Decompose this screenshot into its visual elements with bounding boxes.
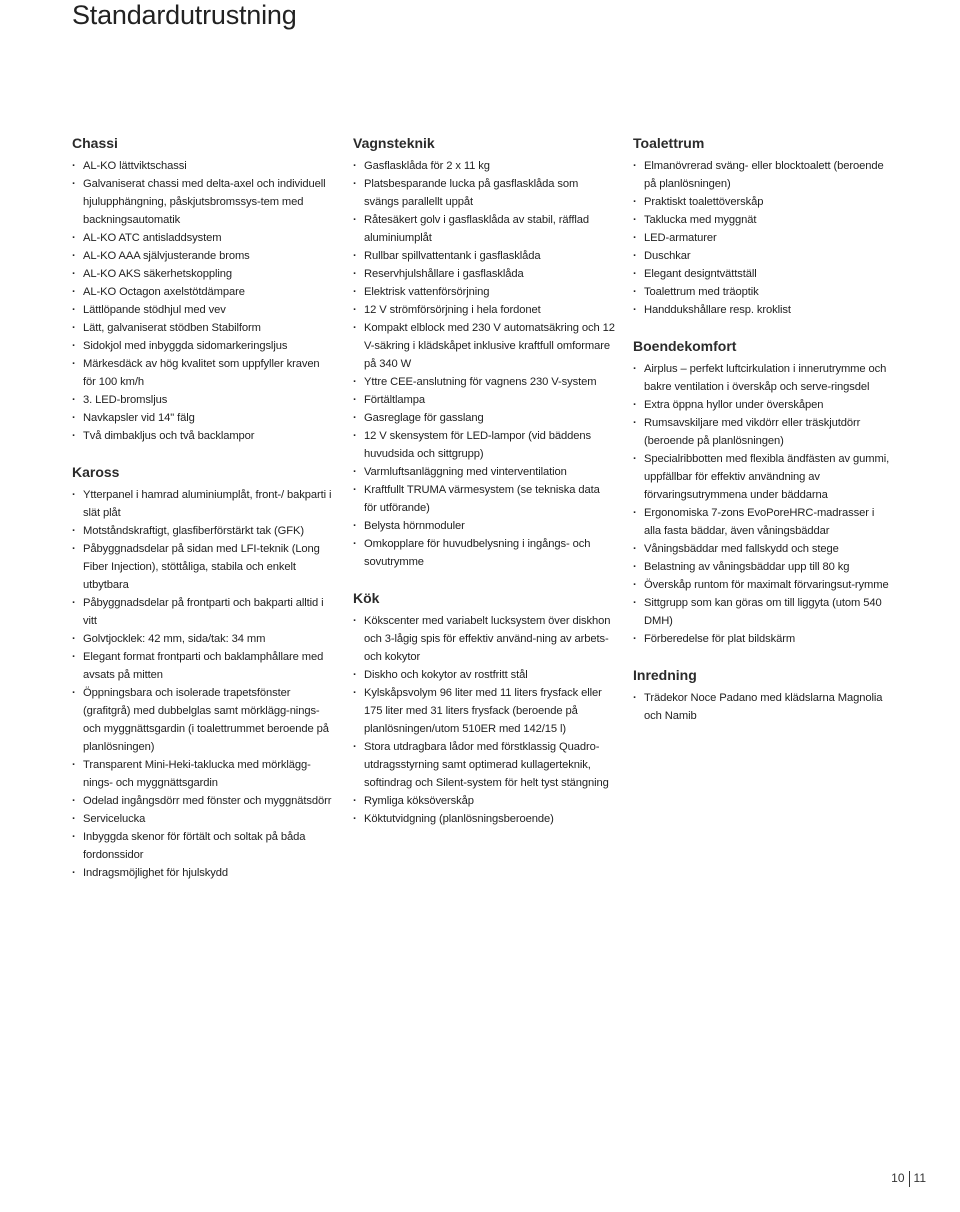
list-item: · Överskåp runtom för maximalt förvaringsut-rymme bbox=[633, 576, 891, 594]
bullet-list bbox=[633, 689, 891, 725]
list-item: · Kökscenter med variabelt lucksystem över diskhon och 3-lågig spis för effektiv använd-ning av arbets- och kokytor bbox=[353, 612, 615, 666]
list-item: · Praktiskt toalettöverskåp bbox=[633, 193, 891, 211]
section-kaross bbox=[72, 462, 334, 882]
list-item: · Sittgrupp som kan göras om till liggyta (utom 540 DMH) bbox=[633, 594, 891, 630]
list-item: · Råtesäkert golv i gasflasklåda av stabil, räfflad aluminiumplåt bbox=[353, 211, 615, 247]
list-item: · 3. LED-bromsljus bbox=[72, 391, 334, 409]
list-item: · Platsbesparande lucka på gasflasklåda som svängs parallellt uppåt bbox=[353, 175, 615, 211]
page-number bbox=[891, 1171, 926, 1187]
list-item: · Yttre CEE-anslutning för vagnens 230 V-system bbox=[353, 373, 615, 391]
list-item: · Öppningsbara och isolerade trapetsfönster (grafitgrå) med dubbelglas samt mörklägg-nings- och myggnättsgardin (i toalettrummet beroende på planlösningen) bbox=[72, 684, 334, 756]
list-item: · Ytterpanel i hamrad aluminiumplåt, front-/ bakparti i slät plåt bbox=[72, 486, 334, 522]
list-item: · Påbyggnadsdelar på sidan med LFI-teknik (Long Fiber Injection), stöttåliga, stabila och enkelt utbytbara bbox=[72, 540, 334, 594]
list-item: · Omkopplare för huvudbelysning i ingångs- och sovutrymme bbox=[353, 535, 615, 571]
bullet-list bbox=[633, 157, 891, 319]
list-item: · Köktutvidgning (planlösningsberoende) bbox=[353, 810, 615, 828]
list-item: · AL-KO Octagon axelstötdämpare bbox=[72, 283, 334, 301]
list-item: · Gasflasklåda för 2 x 11 kg bbox=[353, 157, 615, 175]
list-item: · Duschkar bbox=[633, 247, 891, 265]
list-item: · Reservhjulshållare i gasflasklåda bbox=[353, 265, 615, 283]
list-item: · Diskho och kokytor av rostfritt stål bbox=[353, 666, 615, 684]
list-item: · Rymliga köksöverskåp bbox=[353, 792, 615, 810]
bullet-list bbox=[72, 486, 334, 882]
section-chassi bbox=[72, 133, 334, 445]
list-item: · Elegant format frontparti och baklamphållare med avsats på mitten bbox=[72, 648, 334, 684]
list-item: · Lättlöpande stödhjul med vev bbox=[72, 301, 334, 319]
page-title: Standardutrustning bbox=[72, 0, 297, 30]
bullet-list bbox=[353, 157, 615, 571]
list-item: · Belastning av våningsbäddar upp till 80 kg bbox=[633, 558, 891, 576]
list-item: · Extra öppna hyllor under överskåpen bbox=[633, 396, 891, 414]
section-heading: Vagnsteknik bbox=[353, 135, 435, 151]
list-item: · Sidokjol med inbyggda sidomarkeringsljus bbox=[72, 337, 334, 355]
section-heading: Kaross bbox=[72, 464, 120, 480]
column-middle bbox=[353, 133, 615, 828]
list-item: · Galvaniserat chassi med delta-axel och individuell hjulupphängning, påskjutsbromssys-tem med backningsautomatik bbox=[72, 175, 334, 229]
list-item: · Belysta hörnmoduler bbox=[353, 517, 615, 535]
list-item: · Handdukshållare resp. kroklist bbox=[633, 301, 891, 319]
section-heading: Chassi bbox=[72, 135, 118, 151]
section-heading: Inredning bbox=[633, 667, 697, 683]
list-item: · Två dimbakljus och två backlampor bbox=[72, 427, 334, 445]
list-item: · Toalettrum med träoptik bbox=[633, 283, 891, 301]
bullet-list bbox=[353, 612, 615, 828]
column-left bbox=[72, 133, 334, 882]
list-item: · Varmluftsanläggning med vinterventilation bbox=[353, 463, 615, 481]
list-item: · Gasreglage för gasslang bbox=[353, 409, 615, 427]
list-item: · Specialribbotten med flexibla ändfästen av gummi, uppfällbar för effektiv användning av förvaringsutrymmena under bäddarna bbox=[633, 450, 891, 504]
bullet-list bbox=[633, 360, 891, 648]
section-inredning bbox=[633, 665, 891, 725]
column-right bbox=[633, 133, 891, 725]
list-item: · Servicelucka bbox=[72, 810, 334, 828]
list-item: · Kraftfullt TRUMA värmesystem (se tekniska data för utförande) bbox=[353, 481, 615, 517]
list-item: · AL-KO lättviktschassi bbox=[72, 157, 334, 175]
list-item: · Rullbar spillvattentank i gasflasklåda bbox=[353, 247, 615, 265]
list-item: · AL-KO AKS säkerhetskoppling bbox=[72, 265, 334, 283]
list-item: · Våningsbäddar med fallskydd och stege bbox=[633, 540, 891, 558]
list-item: · Motståndskraftigt, glasfiberförstärkt tak (GFK) bbox=[72, 522, 334, 540]
list-item: · AL-KO ATC antisladdsystem bbox=[72, 229, 334, 247]
list-item: · Elmanövrerad sväng- eller blocktoalett (beroende på planlösningen) bbox=[633, 157, 891, 193]
list-item: · Trädekor Noce Padano med klädslarna Magnolia och Namib bbox=[633, 689, 891, 725]
section-kök bbox=[353, 588, 615, 828]
section-toalettrum bbox=[633, 133, 891, 319]
list-item: · Elegant designtvättställ bbox=[633, 265, 891, 283]
list-item: · Inbyggda skenor för förtält och soltak på båda fordonssidor bbox=[72, 828, 334, 864]
bullet-list bbox=[72, 157, 334, 445]
list-item: · Kompakt elblock med 230 V automatsäkring och 12 V-säkring i klädskåpet inklusive kraftfull omformare på 340 W bbox=[353, 319, 615, 373]
section-boendekomfort bbox=[633, 336, 891, 648]
list-item: · Förtältlampa bbox=[353, 391, 615, 409]
list-item: · Transparent Mini-Heki-taklucka med mörklägg-nings- och myggnättsgardin bbox=[72, 756, 334, 792]
list-item: · Elektrisk vattenförsörjning bbox=[353, 283, 615, 301]
list-item: · Lätt, galvaniserat stödben Stabilform bbox=[72, 319, 334, 337]
list-item: · Påbyggnadsdelar på frontparti och bakparti alltid i vitt bbox=[72, 594, 334, 630]
list-item: · 12 V strömförsörjning i hela fordonet bbox=[353, 301, 615, 319]
list-item: · Rumsavskiljare med vikdörr eller träskjutdörr (beroende på planlösningen) bbox=[633, 414, 891, 450]
list-item: · Indragsmöjlighet för hjulskydd bbox=[72, 864, 334, 882]
list-item: · Odelad ingångsdörr med fönster och myggnätsdörr bbox=[72, 792, 334, 810]
section-heading: Boendekomfort bbox=[633, 338, 737, 354]
section-vagnsteknik bbox=[353, 133, 615, 571]
section-heading: Toalettrum bbox=[633, 135, 705, 151]
page-number-right: 11 bbox=[913, 1171, 926, 1186]
list-item: · Förberedelse för plat bildskärm bbox=[633, 630, 891, 648]
list-item: · 12 V skensystem för LED-lampor (vid bäddens huvudsida och sittgrupp) bbox=[353, 427, 615, 463]
page-number-left: 10 bbox=[891, 1171, 905, 1186]
list-item: · Kylskåpsvolym 96 liter med 11 liters frysfack eller 175 liter med 31 liters frysfack (beroende på planlösningen/utom 510ER med 142/15 l) bbox=[353, 684, 615, 738]
section-heading: Kök bbox=[353, 590, 380, 606]
list-item: · Taklucka med myggnät bbox=[633, 211, 891, 229]
list-item: · Ergonomiska 7-zons EvoPoreHRC-madrasser i alla fasta bäddar, även våningsbäddar bbox=[633, 504, 891, 540]
list-item: · LED-armaturer bbox=[633, 229, 891, 247]
list-item: · AL-KO AAA självjusterande broms bbox=[72, 247, 334, 265]
list-item: · Golvtjocklek: 42 mm, sida/tak: 34 mm bbox=[72, 630, 334, 648]
list-item: · Stora utdragbara lådor med förstklassig Quadro-utdragsstyrning samt optimerad kullagerteknik, softindrag och Silent-system för helt tyst stängning bbox=[353, 738, 615, 792]
list-item: · Navkapsler vid 14" fälg bbox=[72, 409, 334, 427]
list-item: · Airplus – perfekt luftcirkulation i innerutrymme och bakre ventilation i överskåp och serve-ringsdel bbox=[633, 360, 891, 396]
list-item: · Märkesdäck av hög kvalitet som uppfyller kraven för 100 km/h bbox=[72, 355, 334, 391]
page-number-divider bbox=[909, 1171, 910, 1187]
